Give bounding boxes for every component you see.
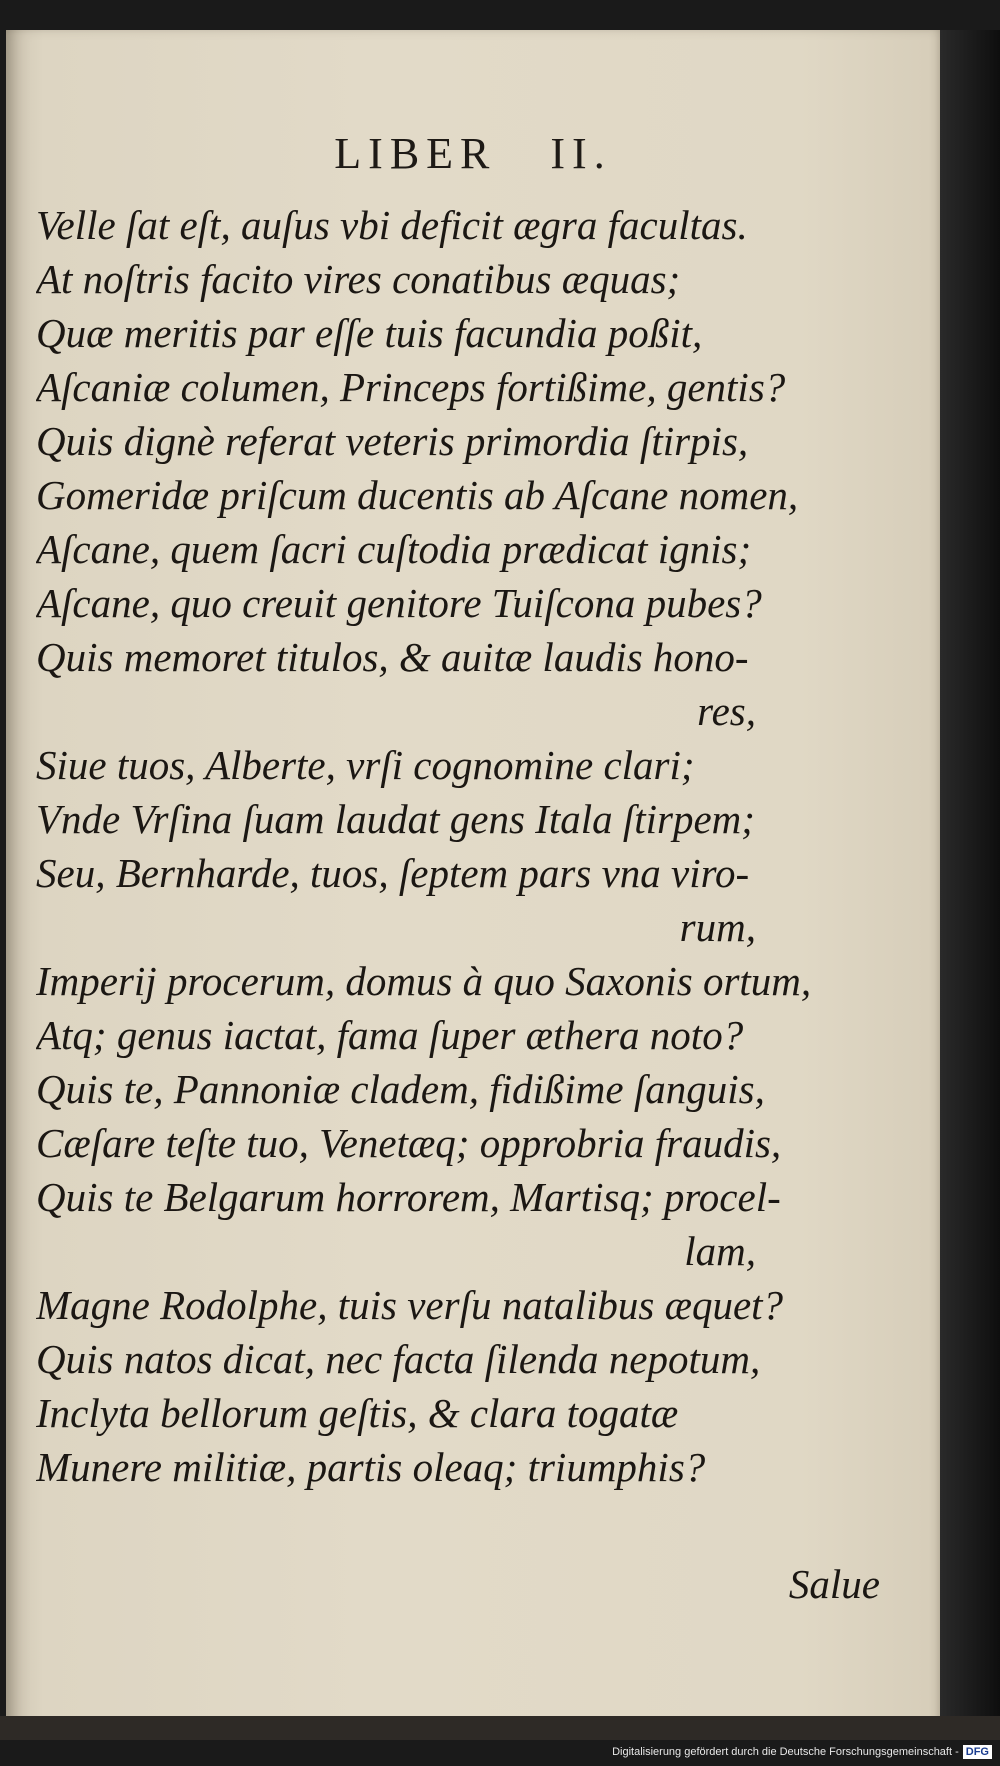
verse-turnover: lam,: [684, 1228, 756, 1274]
verse-line: Vnde Vrſina ſuam laudat gens Itala ſtirpem;: [36, 796, 755, 842]
verse-line: Seu, Bernharde, tuos, ſeptem pars vna viro-: [36, 850, 750, 896]
verse-line: Imperij procerum, domus à quo Saxonis ortum,: [36, 958, 812, 1004]
verse-line: Siue tuos, Alberte, vrſi cognomine clari;: [36, 742, 695, 788]
verse-line: Velle ſat eſt, auſus vbi deficit ægra facultas.: [36, 202, 748, 248]
verse-line: At noſtris facito vires conatibus æquas;: [36, 256, 681, 302]
verse-line: Inclyta bellorum geſtis, & clara togatæ: [36, 1390, 679, 1436]
verse-turnover: rum,: [679, 904, 756, 950]
catchword: Salue: [788, 1561, 880, 1607]
verse-line: Aſcaniæ columen, Princeps fortißime, gentis?: [36, 364, 786, 410]
book-page: [6, 30, 940, 1730]
verse-line: Quis te, Pannoniæ cladem, fidißime ſanguis,: [36, 1066, 765, 1112]
verse-line: Quis natos dicat, nec facta ſilenda nepotum,: [36, 1336, 761, 1382]
running-head: LIBER II.: [334, 129, 612, 178]
footer-credit: Digitalisierung gefördert durch die Deutsche Forschungsgemeinschaft -: [612, 1746, 959, 1758]
verse-line: Aſcane, quem ſacri cuſtodia prædicat ignis;: [36, 526, 752, 572]
verse-line: Munere militiæ, partis oleaq; triumphis?: [36, 1444, 706, 1490]
verse-line: Quis memoret titulos, & auitæ laudis hono-: [36, 634, 749, 680]
verse-line: Quis dignè referat veteris primordia ſtirpis,: [36, 418, 749, 464]
digitization-footer: [612, 1742, 992, 1762]
verse-line: Aſcane, quo creuit genitore Tuiſcona pubes?: [36, 580, 762, 626]
book-edge-bottom: [0, 1716, 1000, 1740]
dfg-logo-icon: DFG: [963, 1745, 992, 1759]
verse-turnover: res,: [697, 688, 756, 734]
book-edge-right: [940, 30, 1000, 1730]
verse-line: Gomeridæ priſcum ducentis ab Aſcane nomen,: [36, 472, 799, 518]
verse-line: Quæ meritis par eſſe tuis facundia poßit,: [36, 310, 703, 356]
verse-line: Cæſare teſte tuo, Venetæq; opprobria fraudis,: [36, 1120, 782, 1166]
verse-line: Atq; genus iactat, fama ſuper æthera noto?: [36, 1012, 744, 1058]
verse-block: [36, 198, 896, 1494]
verse-line: Magne Rodolphe, tuis verſu natalibus æquet?: [36, 1282, 784, 1328]
verse-line: Quis te Belgarum horrorem, Martisq; procel-: [36, 1174, 781, 1220]
